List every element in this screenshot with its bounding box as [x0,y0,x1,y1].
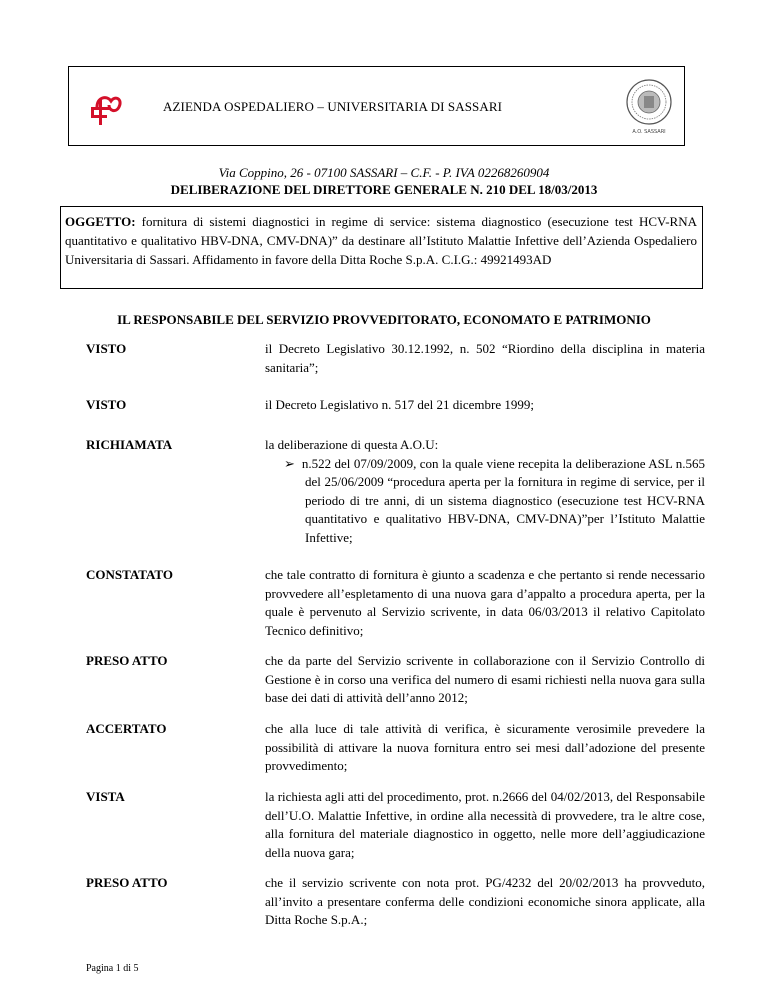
university-seal-icon [624,78,674,136]
subject-box [60,206,703,289]
section-label: VISTO [86,341,127,356]
section-text [265,436,705,547]
organization-name: AZIENDA OSPEDALIERO – UNIVERSITARIA DI SASSARI [163,99,503,114]
section-label: PRESO ATTO [86,875,168,890]
seal-caption: A.O. SASSARI [632,129,666,135]
bullet-item [265,455,705,548]
section-text: che tale contratto di fornitura è giunto a scadenza e che pertanto si rende necessario provvedere all’espletamento di una nuova gara d’appalto a procedura aperta, per la quale è pervenuto al Servizio scrivente, in data 06/03/2013 il relativo Capitolato Tecnico definitivo; [265,567,705,638]
section-label: RICHIAMATA [86,437,173,452]
section-label: CONSTATATO [86,567,173,582]
section-label: VISTO [86,397,127,412]
section-text: il Decreto Legislativo n. 517 del 21 dicembre 1999; [265,397,534,412]
deliberation-title: DELIBERAZIONE DEL DIRETTORE GENERALE N. 210 DEL 18/03/2013 [170,182,598,197]
section-text: che da parte del Servizio scrivente in collaborazione con il Servizio Controllo di Gestione è in corso una verifica del numero di esami richiesti nella nuova gara sulla base dei dati di attività dell’anno 2012; [265,653,705,705]
arrow-bullet-icon: ➢ [284,455,302,471]
responsible-heading: IL RESPONSABILE DEL SERVIZIO PROVVEDITORATO, ECONOMATO E PATRIMONIO [117,312,651,327]
section-text: la richiesta agli atti del procedimento, prot. n.2666 del 04/02/2013, del Responsabile dell’U.O. Malattie Infettive, in ordine alla necessità di provvedere, tra le altre cose, alla fornitura del materiale diagnostico in oggetto, nelle more dell’aggiudicazione della nuova gara; [265,789,705,860]
address-line: Via Coppino, 26 - 07100 SASSARI – C.F. - P. IVA 02268260904 [218,165,550,180]
section-label: ACCERTATO [86,721,167,736]
section-label: PRESO ATTO [86,653,168,668]
subject-text: fornitura di sistemi diagnostici in regime di service: sistema diagnostico (esecuzione test HCV-RNA quantitativo e qualitativo HBV-DNA, CMV-DNA)” da destinare all’Istituto Malattie Infettive dell’Azienda Ospedaliero Universitaria di Sassari. Affidamento in favore della Ditta Roche S.p.A. C.I.G.: 49921493AD [65,214,698,268]
section-label: VISTA [86,789,125,804]
hospital-logo-icon [89,89,123,127]
section-text: che il servizio scrivente con nota prot. PG/4232 del 20/02/2013 ha provveduto, all’invito a presentare conferma delle condizioni economiche sinora applicate, alla Ditta Roche S.p.A.; [265,875,705,927]
section-text: il Decreto Legislativo 30.12.1992, n. 502 “Riordino della disciplina in materia sanitaria”; [265,341,705,375]
bullet-text: n.522 del 07/09/2009, con la quale viene recepita la deliberazione ASL n.565 del 25/06/2009 “procedura aperta per la fornitura in regime di service, per il periodo di tre anni, di un sistema diagnostico (esecuzione test HCV-RNA quantitativo e qualitativo HBV-DNA, CMV-DNA)”per l’Istituto Malattie Infettive; [301,455,705,545]
section-intro: la deliberazione di questa A.O.U: [265,437,439,452]
page-footer: Pagina 1 di 5 [86,963,139,974]
letterhead-box [68,66,685,146]
subject-label: OGGETTO: [65,214,136,229]
section-text: che alla luce di tale attività di verifica, è sicuramente verosimile prevedere la possibilità di attivare la nuova fornitura entro sei mesi dall’adozione del presente provvedimento; [265,721,705,773]
